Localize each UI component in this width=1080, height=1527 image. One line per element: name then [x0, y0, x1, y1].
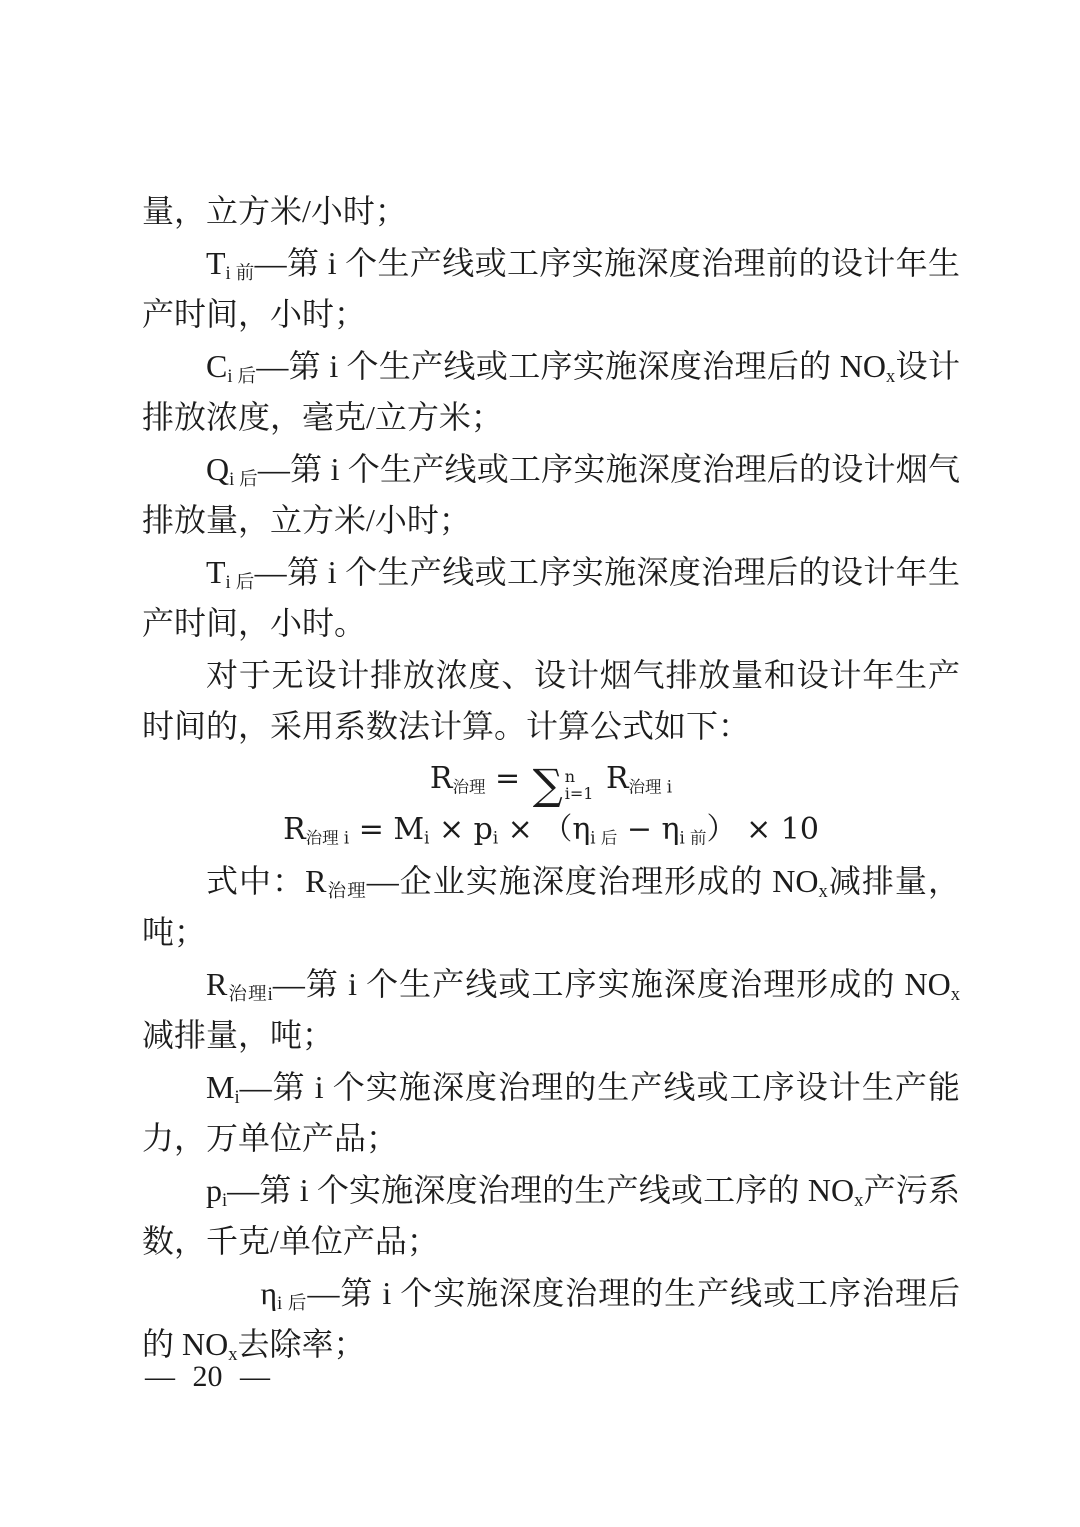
formula-per-line-nox-reduction: $R_{治理 i} = M_i \times p_i \times (\eta_{i 后} - \eta_{i 前}) \times 10$	[283, 812, 819, 848]
paragraph-term-T-i-after: $T_{i 后}—$第 i 个生产线或工序实施深度治理后的设计年生产时间，小时。	[142, 553, 960, 641]
paragraph-term-p-i: $p_i—$第 i 个实施深度治理的生产线或工序的 $NO_x$产污系数，千克/单位产品；	[142, 1171, 960, 1259]
paragraph-term-M-i: $M_i—$第 i 个实施深度治理的生产线或工序设计生产能力，万单位产品；	[142, 1068, 960, 1156]
paragraph-term-C-i-after: $C_{i 后}—$第 i 个生产线或工序实施深度治理后的 $NO_x$设计排放浓度，毫克/立方米；	[142, 347, 960, 435]
paragraph-term-eta-i-after: $\eta_{i 后}—$第 i 个实施深度治理的生产线或工序治理后的 $NO_x$去除率；	[142, 1274, 960, 1366]
paragraph-coefficient-method-intro: 对于无设计排放浓度、设计烟气排放量和设计年生产时间的，采用系数法计算。计算公式如下：	[142, 656, 960, 744]
paragraph-term-R-total: 式中：$R_{治理}—$企业实施深度治理形成的 $NO_x$减排量，吨；	[142, 862, 960, 950]
document-body	[142, 186, 960, 1371]
paragraph-term-Q-i-after: $Q_{i 后}—$第 i 个生产线或工序实施深度治理后的设计烟气排放量，立方米/小时；	[142, 450, 960, 538]
summation-operator: ∑ n i=1	[532, 759, 594, 809]
page-number: — 20 —	[145, 1360, 270, 1393]
paragraph-term-T-i-before: $T_{i 前}—$第 i 个生产线或工序实施深度治理前的设计年生产时间，小时；	[142, 244, 960, 332]
paragraph-flue-gas-volume-continuation: 量，立方米/小时；	[142, 193, 407, 229]
formula-total-nox-reduction: $R_{治理}$ = ∑ n i=1 $R_{治理 i}$	[429, 759, 673, 809]
paragraph-term-R-i: $R_{治理i}—$第 i 个生产线或工序实施深度治理形成的 $NO_x$减排量，吨；	[142, 965, 960, 1053]
